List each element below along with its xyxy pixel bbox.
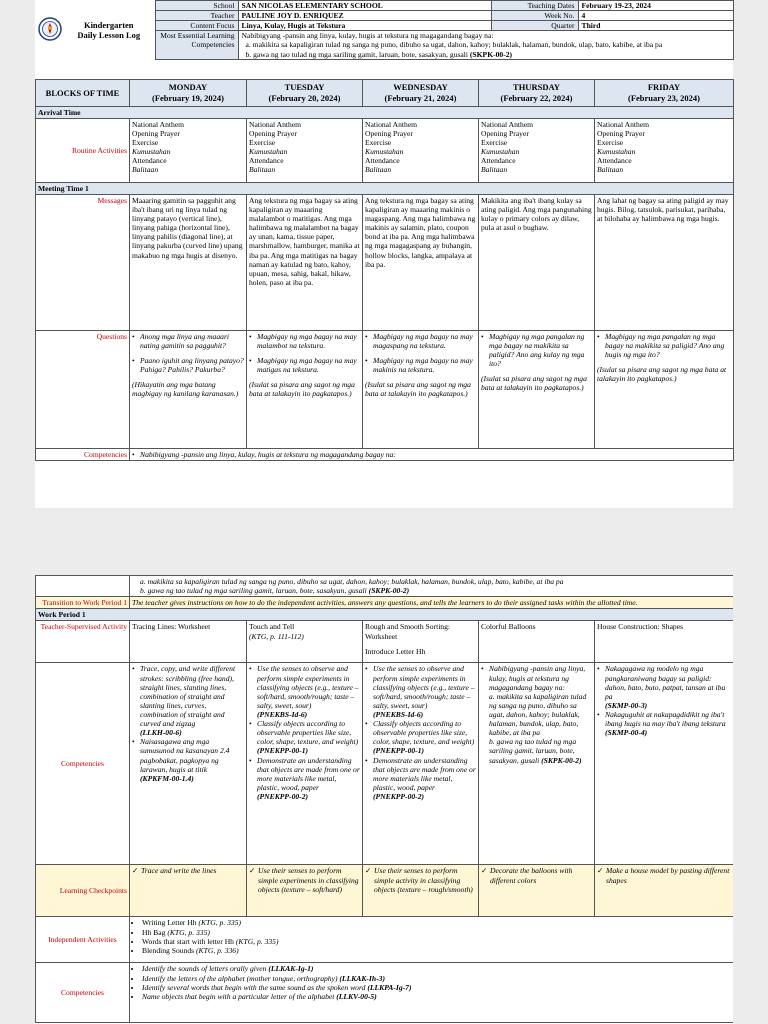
week-value: 4 <box>578 11 733 21</box>
questions-friday: • Magbigay ng mga pangalan ng mga bagay na makikita sa paligid? Ano ang hugis ng mga ito? (Isulat sa pisara ang sagot ng mga bata at talakayin ito pagkatapos.) <box>595 330 734 448</box>
message-tuesday: Ang tekstura ng mga bagay sa ating kapaligiran ay maaaring malalambot o matitigas. Ang mga halimbawa ng malalambot na bagay ay unan, kama, tissue paper, marshmallow, hamburger, manika at iba pa. Ang mga matitigas na bagay naman ay katulad ng bato, kahoy, upuan, mesa, sahig, bakal, hikaw, holen, paso at iba pa. <box>247 194 363 330</box>
routine-list: National Anthem Opening Prayer Exercise Kumustahan Attendance Balitaan <box>130 118 247 182</box>
school-label: School <box>155 1 238 11</box>
day-header-wednesday: WEDNESDAY (February 21, 2024) <box>363 79 479 106</box>
comp-thursday: • Nabibigyang -pansin ang linya, kulay, hugis at tekstura ng magagandang bagay na: a. makikita sa kapaligiran tulad ng sanga ng puno, dibuho sa ugat, dahon, kahoy; bulaklak, halaman, bundok, ulap, bato, kabibe, at iba pa b. gawa ng tao tulad ng mga sariling gamit, laruan, bote, sasakyan, gusali (SKPK-00-2) <box>479 663 595 865</box>
questions-wednesday: • Magbigay ng mga bagay na may magaspang na tekstura. • Magbigay ng mga bagay na may makinis na tekstura. (Isulat sa pisara ang sagot ng mga bata at talakayin ito pagkatapos.) <box>363 330 479 448</box>
questions-thursday: • Magbigay ng mga pangalan ng mga bagay na makikita sa paligid? Ano ang kulay ng mga ito? (Isulat sa pisara ang sagot ng mga bata at talakayin ito pagkatapos.) <box>479 330 595 448</box>
content-focus-value: Linya, Kulay, Hugis at Tekstura <box>238 21 491 31</box>
checkpoint-monday: ✓ Trace and write the lines <box>130 865 247 917</box>
learning-checkpoints-label: Learning Checkpoints <box>36 865 130 917</box>
school-value: SAN NICOLAS ELEMENTARY SCHOOL <box>238 1 491 11</box>
questions-label: Questions <box>36 330 130 448</box>
message-thursday: Makikita ang iba't ibang kulay sa ating paligid. Ang mga pangunahing kulay o primary colors ay dilaw, pula at asul o bughaw. <box>479 194 595 330</box>
day-header-tuesday: TUESDAY (February 20, 2024) <box>247 79 363 106</box>
page-one <box>35 0 733 508</box>
comp-wednesday: • Use the senses to observe and perform simple experiments in classifying objects (e.g., texture – soft/hard, smooth/rough; taste – salty, sweet, sour) (PNEKBS-Id-6) • Classify objects according to observable properties like size, color, shape, texture, and weight) (PNEKPP-00-1) • Demonstrate an understanding that objects are made from one or more materials like metal, plastic, wood, paper (PNEKPP-00-2) <box>363 663 479 865</box>
teaching-dates-label: Teaching Dates <box>491 1 578 11</box>
header-table <box>35 0 734 60</box>
teacher-label: Teacher <box>155 11 238 21</box>
comp-friday: • Nakagagawa ng modelo ng mga pangkaraniwang bagay sa paligid: dahon, bato, buto, patpat, tansan at iba pa (SKMP-00-3) • Nakaguguhit at nakapagdidikit ng iba't ibang hugis na may iba't ibang tekstura (SKMP-00-4) <box>595 663 734 865</box>
deped-seal-logo <box>35 1 63 60</box>
blocks-of-time-header: BLOCKS OF TIME <box>36 79 130 106</box>
independent-activities-list: • Writing Letter Hh (KTG, p. 335) • Hh Bag (KTG, p. 335) • Words that start with letter Hh (KTG, p. 335) • Blending Sounds (KTG, p. 336) <box>130 917 734 963</box>
day-header-friday: FRIDAY (February 23, 2024) <box>595 79 734 106</box>
checkpoint-friday: ✓ Make a house model by pasting different shapes <box>595 865 734 917</box>
content-focus-label: Content Focus <box>155 21 238 31</box>
day-header-monday: MONDAY (February 19, 2024) <box>130 79 247 106</box>
week-label: Week No. <box>491 11 578 21</box>
transition-label: Transition to Work Period 1 <box>36 597 130 609</box>
teacher-supervised-label: Teacher-Supervised Activity <box>36 621 130 663</box>
work-period-table <box>35 575 733 1023</box>
comp-tuesday: • Use the senses to observe and perform simple experiments in classifying objects (e.g., texture – soft/hard, smooth/rough; taste – salty, sweet, sour) (PNEKBS-Id-6) • Classify objects according to observable properties like size, color, shape, texture, and weight) (PNEKPP-00-1) • Demonstrate an understanding that objects are made from one or more materials like metal, plastic, wood, paper (PNEKPP-00-2) <box>247 663 363 865</box>
comp-monday: • Trace, copy, and write different strokes: scribbling (free hand), straight lines, slanting lines, combination of straight and slanting lines, curves, combination of straight and curved and zigzag (LLKH-00-6) • Naisasagawa ang mga sumusunod na kasanayan 2.4 pagbobakat, pagkopya ng larawan, hugis at titik (KPKFM-00-1.4) <box>130 663 247 865</box>
teaching-dates-value: February 19-23, 2024 <box>578 1 733 11</box>
competencies-label: Competencies <box>36 663 130 865</box>
section-meeting-time-1: Meeting Time 1 <box>36 182 734 194</box>
tsa-wednesday: Rough and Smooth Sorting: Worksheet Introduce Letter Hh <box>363 621 479 663</box>
quarter-label: Quarter <box>491 21 578 31</box>
questions-tuesday: • Magbigay ng mga bagay na may malambot na tekstura. • Magbigay ng mga bagay na may matigas na tekstura. (Isulat sa pisara ang sagot ng mga bata at talakayin ito pagkatapos.) <box>247 330 363 448</box>
mec-value: Nabibigyang -pansin ang linya, kulay, hugis at tekstura ng magagandang bagay na: a. makikita sa kapaligiran tulad ng sanga ng puno, dibuho sa ugat, dahon, kahoy; bulaklak, halaman, bundok, ulap, bato, kabibe, at iba pa b. gawa ng tao tulad ng mga sariling gamit, laruan, bote, sasakyan, gusali (SKPK-00-2) <box>238 31 733 59</box>
schedule-table <box>35 79 734 461</box>
independent-competencies: • Identify the sounds of letters orally given (LLKAK-Ig-1) • Identify the letters of the alphabet (mother tongue, orthography) (LLKAK-Ih-3) • Identify several words that begin with the same sound as the spoken word (LLKPA-Ig-7) • Name objects that begin with a particular letter of the alphabet (LLKV-00-5) <box>130 963 734 1023</box>
messages-label: Messages <box>36 194 130 330</box>
message-friday: Ang lahat ng bagay sa ating paligid ay may hugis. Bilog, tatsulok, parisukat, parihaba, at bilohaba ay halimbawa ng mga hugis. <box>595 194 734 330</box>
quarter-value: Third <box>578 21 733 31</box>
tsa-friday: House Construction: Shapes <box>595 621 734 663</box>
message-wednesday: Ang tekstura ng mga bagay sa ating kapaligiran ay maaaring makinis o magaspang. Ang mga halimbawa ng makinis ay salamin, plato, coupon bond at iba pa. Ang mga halimbawa ng mga magagaspang ay buhangin, hollow blocks, langka, ampalaya at iba pa. <box>363 194 479 330</box>
carry-over-competencies: a. makikita sa kapaligiran tulad ng sanga ng puno, dibuho sa ugat, dahon, kahoy; bulaklak, halaman, bundok, ulap, bato, kabibe, at iba pa b. gawa ng tao tulad ng mga sariling gamit, laruan, bote, sasakyan, gusali (SKPK-00-2) <box>130 576 734 597</box>
routine-list: National Anthem Opening Prayer Exercise Kumustahan Attendance Balitaan <box>479 118 595 182</box>
routine-list: National Anthem Opening Prayer Exercise Kumustahan Attendance Balitaan <box>363 118 479 182</box>
transition-text: The teacher gives instructions on how to do the independent activities, answers any questions, and tells the learners to do their assigned tasks within the allotted time. <box>130 597 734 609</box>
routine-activities-label: Routine Activities <box>36 118 130 182</box>
tsa-monday: Tracing Lines: Worksheet <box>130 621 247 663</box>
message-monday: Maaaring gamitin sa pagguhit ang iba't ibang uri ng linya tulad ng linyang patayo (vertical line), linyang pahiga (horizontal line), linyang pahilis (diagonal line), at linyang pakurba (curved line) upang makabuo ng mga hugis at disenyo. <box>130 194 247 330</box>
section-arrival-time: Arrival Time <box>36 106 734 118</box>
document-title: Kindergarten Daily Lesson Log <box>77 19 141 40</box>
carry-over-label-cell <box>36 576 130 597</box>
competencies-value: • Nabibigyang -pansin ang linya, kulay, hugis at tekstura ng magagandang bagay na: <box>130 448 734 460</box>
checkpoint-thursday: ✓ Decorate the balloons with different colors <box>479 865 595 917</box>
day-header-thursday: THURSDAY (February 22, 2024) <box>479 79 595 106</box>
routine-list: National Anthem Opening Prayer Exercise Kumustahan Attendance Balitaan <box>247 118 363 182</box>
teacher-value: PAULINE JOY D. ENRIQUEZ <box>238 11 491 21</box>
competencies-label: Competencies <box>36 448 130 460</box>
tsa-thursday: Colorful Balloons <box>479 621 595 663</box>
competencies-label-2: Competencies <box>36 963 130 1023</box>
mec-label: Most Essential Learning Competencies <box>155 31 238 59</box>
routine-list: National Anthem Opening Prayer Exercise Kumustahan Attendance Balitaan <box>595 118 734 182</box>
page-two <box>35 575 733 1024</box>
tsa-tuesday: Touch and Tell (KTG, p. 111-112) <box>247 621 363 663</box>
independent-activities-label: Independent Activities <box>36 917 130 963</box>
checkpoint-tuesday: ✓ Use their senses to perform simple experiments in classifying objects (texture – soft/hard) <box>247 865 363 917</box>
section-work-period-1: Work Period 1 <box>36 609 734 621</box>
checkpoint-wednesday: ✓ Use their senses to perform simple activity in classifying objects (texture – rough/smooth) <box>363 865 479 917</box>
questions-monday: • Anong mga linya ang maaari nating gamitin sa pagguhit? • Paano iguhit ang linyang patayo? Pahiga? Pahilis? Pakurba? (Hikayatin ang mga batang magbigay ng kanilang karanasan.) <box>130 330 247 448</box>
